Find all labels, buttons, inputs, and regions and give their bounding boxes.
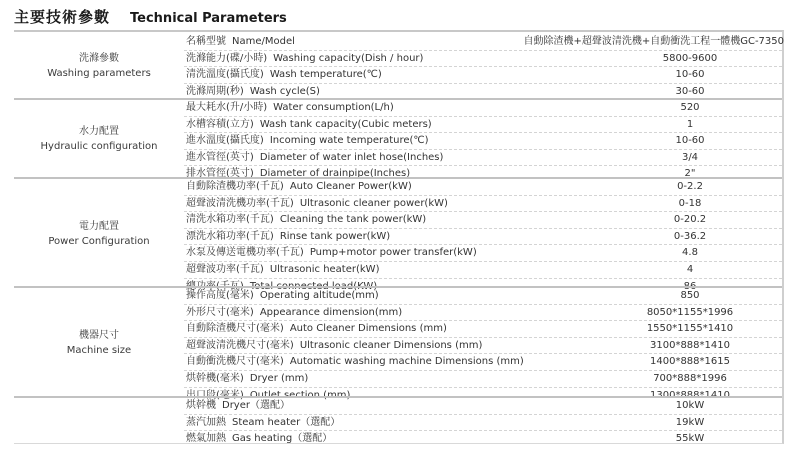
parameter-name-en: Dryer (mm) [249,372,309,384]
parameter-name-zh: 進水管徑(英寸) [186,151,254,163]
parameter-name-zh: 清洗溫度(攝氏度) [186,69,264,81]
parameter-value: 55kW [675,433,705,445]
group-label-en: Washing parameters [47,68,151,80]
parameter-name-en: Wash cycle(S) [249,85,320,97]
parameter-row [184,179,782,196]
parameter-row [184,415,782,432]
parameter-name [186,262,379,278]
parameter-name [186,133,429,149]
parameter-name [186,212,426,228]
parameter-name-en: Ultrasonic cleaner Dimensions (mm) [299,339,483,351]
parameter-name-zh: 排水管徑(英寸) [186,168,254,180]
parameter-value: 1400*888*1615 [650,356,730,368]
parameter-value: 2" [684,168,696,180]
group-label [14,398,184,445]
parameter-name-en: Incoming wate temperature(℃) [269,135,429,147]
parameter-name-en: Diameter of water inlet hose(Inches) [259,151,444,163]
parameter-name-zh: 進水溫度(攝氏度) [186,135,264,147]
group-label-zh: 水力配置 [79,126,119,137]
group-label [14,288,184,397]
parameter-value: 1 [686,118,694,130]
parameter-name-zh: 自動除渣機功率(千瓦) [186,181,284,192]
parameter-name-zh: 洗滌能力(碟/小時) [186,52,268,64]
parameter-value: 520 [680,102,700,113]
parameter-group [14,286,782,401]
parameter-value: 1300*888*1410 [650,389,730,401]
group-label-zh: 洗滌參數 [79,53,119,65]
page-header [14,6,287,28]
parameter-value: 1550*1155*1410 [646,323,734,335]
parameter-row [184,34,782,51]
parameter-name-en: Wash tank capacity(Cubic meters) [259,118,432,130]
group-label-zh: 電力配置 [79,220,119,232]
parameter-name-en: Automatic washing machine Dimensions (mm) [289,356,524,368]
group-label-zh: 機器尺寸 [79,329,119,341]
parameter-name [186,100,394,116]
parameters-table [14,30,784,444]
group-label-en: Machine size [66,344,132,356]
parameter-name [186,34,295,50]
parameter-row [184,229,782,246]
parameter-value: 850 [680,290,700,301]
parameter-row [184,371,782,388]
parameter-value: 0-18 [678,197,702,209]
parameter-row [184,212,782,229]
group-label [14,34,184,98]
parameter-name [186,229,390,245]
parameter-name-zh: 燃氣加熱 [186,433,226,445]
parameter-value: 700*888*1996 [653,372,727,384]
parameter-name-zh: 超聲波清洗機尺寸(毫米) [186,339,294,351]
parameter-row [184,288,782,305]
parameter-name-en: Ultrasonic heater(kW) [269,263,380,275]
parameter-row [184,133,782,150]
parameter-name-zh: 出口段(毫米) [186,389,244,401]
parameter-name-zh: 超聲波功率(千瓦) [186,263,264,275]
parameter-name [186,305,402,321]
parameter-name-zh: 總功率(千瓦) [186,280,244,292]
parameter-name-en: Washing capacity(Dish / hour) [273,52,424,64]
parameter-name-en: Dryer（選配） [222,400,290,411]
parameter-row [184,305,782,322]
parameter-name-zh: 洗滌周期(秒) [186,85,244,97]
group-label [14,179,184,288]
parameter-value: 5800-9600 [662,52,718,64]
group-label-en: Power Configuration [48,235,150,247]
parameter-name-zh: 最大耗水(升/小時) [186,102,268,113]
parameter-value: 10-60 [675,69,705,81]
parameter-name [186,354,524,370]
parameter-name-zh: 烘幹機(毫米) [186,372,244,384]
parameter-group [14,98,782,178]
parameter-value: 30-60 [675,85,705,97]
parameter-value: 4.8 [682,247,698,259]
parameter-name-zh: 名稱型號 [186,36,226,47]
title-zh: 主要技術參數 [14,8,111,26]
parameter-value: 10-60 [675,135,705,147]
parameter-row [184,431,782,447]
parameter-name [186,179,412,195]
parameter-name-zh: 自動除渣機尺寸(毫米) [186,323,284,335]
parameter-name-en: Total connected load(KW) [249,280,378,292]
parameter-row [184,51,782,68]
parameter-row [184,262,782,279]
parameter-value: 4 [686,263,694,275]
parameter-name [186,51,423,67]
parameter-row [184,117,782,134]
parameter-name [186,321,447,337]
parameter-row [184,196,782,213]
parameter-name-en: Water consumption(L/h) [273,102,394,113]
parameter-value: 0-2.2 [677,181,703,192]
title-en: Technical Parameters [130,11,287,26]
parameter-value: 0-36.2 [673,230,707,242]
parameter-value: 自動除渣機+超聲波清洗機+自動衝洗工程一體機GC-7350 [523,36,784,47]
parameter-name-en: Gas heating（選配） [232,433,333,445]
parameter-name [186,371,308,387]
parameter-name-zh: 烘幹機 [186,400,216,411]
parameter-row [184,245,782,262]
parameter-group [14,34,782,98]
parameter-name-zh: 水泵及傳送電機功率(千瓦) [186,247,304,259]
parameter-name [186,431,332,447]
group-label-en: Hydraulic configuration [40,141,158,152]
parameter-name-en: Wash temperature(℃) [269,69,382,81]
parameter-row [184,100,782,117]
parameter-row [184,398,782,415]
parameter-row [184,67,782,84]
parameter-name-zh: 蒸汽加熱 [186,416,226,428]
parameter-name [186,67,382,83]
parameter-name-en: Steam heater（選配） [232,416,341,428]
group-label [14,100,184,178]
parameter-name [186,245,477,261]
parameter-name-zh: 水槽容積(立方) [186,118,254,130]
parameter-name-zh: 自動衝洗機尺寸(毫米) [186,356,284,368]
parameter-name [186,288,379,304]
parameter-value: 19kW [675,416,705,428]
parameter-name-zh: 超聲波清洗機功率(千瓦) [186,197,294,209]
parameter-value: 86 [683,280,697,292]
parameter-name [186,117,432,133]
parameter-row [184,338,782,355]
parameter-name [186,398,290,414]
parameter-name-zh: 漂洗水箱功率(千瓦) [186,230,274,242]
parameter-group [14,177,782,292]
parameter-name-en: Auto Cleaner Dimensions (mm) [289,323,447,335]
parameter-group [14,396,782,445]
parameter-name [186,338,482,354]
parameter-name-en: Name/Model [232,36,295,47]
parameter-name [186,415,340,431]
parameter-name [186,196,448,212]
parameter-value: 0-20.2 [673,214,707,226]
parameter-row [184,321,782,338]
parameter-name-zh: 清洗水箱功率(千瓦) [186,214,274,226]
parameter-name-en: Outlet section (mm) [249,389,351,401]
parameter-name-en: Diameter of drainpipe(Inches) [259,168,411,180]
parameter-name-en: Cleaning the tank power(kW) [279,214,427,226]
parameter-row [184,354,782,371]
parameter-name-en: Rinse tank power(kW) [279,230,391,242]
parameter-name-en: Appearance dimension(mm) [259,306,403,318]
parameter-name-zh: 外形尺寸(毫米) [186,306,254,318]
parameter-name-en: Ultrasonic cleaner power(kW) [299,197,448,209]
parameter-name-zh: 操作高度(毫米) [186,290,254,301]
parameter-value: 10kW [675,400,705,411]
parameter-name [186,150,443,166]
parameter-value: 3/4 [681,151,699,163]
parameter-name-en: Auto Cleaner Power(kW) [289,181,412,192]
parameter-name-en: Operating altitude(mm) [259,290,379,301]
parameter-name-en: Pump+motor power transfer(kW) [309,247,477,259]
parameter-value: 3100*888*1410 [650,339,730,351]
parameter-row [184,150,782,167]
parameter-value: 8050*1155*1996 [646,306,734,318]
